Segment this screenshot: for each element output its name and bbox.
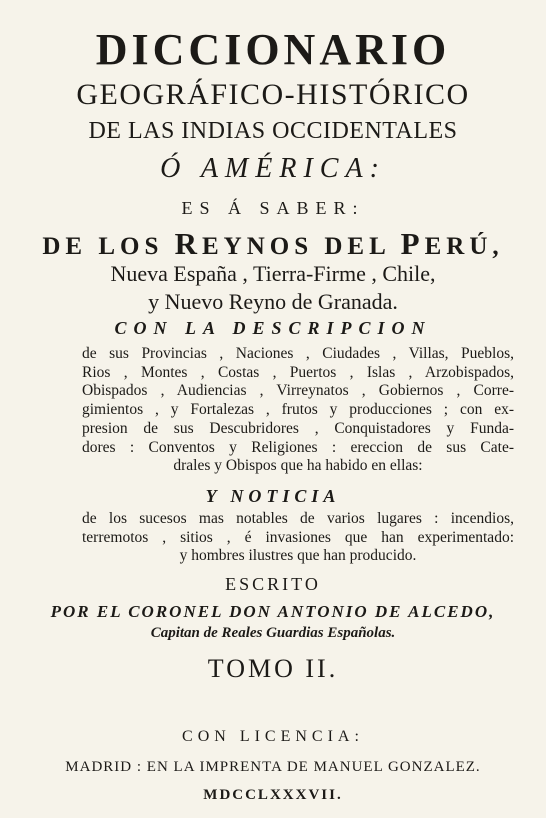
reynos-initial: R: [174, 226, 202, 261]
description-line: gimientos , y Fortalezas , frutos y producciones ; con ex-: [82, 401, 514, 419]
noticia-line: y hombres ilustres que han producido.: [179, 547, 417, 565]
licencia-line: CON LICENCIA:: [182, 728, 364, 745]
es-a-saber-line: ES Á SABER:: [181, 198, 365, 218]
reynos-prefix: DE LOS: [42, 233, 175, 260]
description-paragraph: [82, 345, 514, 476]
title-line-america: Ó AMÉRICA:: [160, 153, 386, 184]
description-line: drales y Obispos que ha habido en ellas:: [173, 457, 423, 475]
author-line: POR EL CORONEL DON ANTONIO DE ALCEDO,: [50, 602, 496, 621]
author-title-line: Capitan de Reales Guardias Españolas.: [150, 625, 396, 641]
noticia-paragraph: [82, 510, 514, 566]
noticia-heading: Y NOTICIA: [205, 486, 341, 506]
escrito-line: ESCRITO: [225, 574, 321, 594]
nuevo-reyno-line: y Nuevo Reyno de Granada.: [148, 289, 398, 314]
title-line-geografico: GEOGRÁFICO-HISTÓRICO: [76, 78, 470, 111]
peru-rest: ERÚ,: [424, 233, 504, 260]
description-line: de sus Provincias , Naciones , Ciudades , Villas, Pueblos,: [82, 345, 514, 362]
noticia-line: terremotos , sitios , é invasiones que han experimentado:: [82, 528, 514, 546]
nueva-espana-line: Nueva España , Tierra-Firme , Chile,: [110, 261, 436, 286]
noticia-line: de los sucesos mas notables de varios lugares : incendios,: [82, 510, 514, 527]
description-line: Obispados , Audiencias , Virreynatos , Gobiernos , Corre-: [82, 382, 514, 400]
title-line-indias: DE LAS INDIAS OCCIDENTALES: [88, 118, 458, 144]
description-line: dores : Conventos y Religiones : ereccion de sus Cate-: [82, 438, 514, 456]
con-descripcion-heading: CON LA DESCRIPCION: [114, 318, 432, 338]
description-line: presion de sus Descubridores , Conquistadores y Funda-: [82, 419, 514, 437]
title-line-diccionario: DICCIONARIO: [95, 25, 451, 74]
volume-line: TOMO II.: [207, 654, 339, 683]
reynos-rest: EYNOS DEL: [202, 233, 401, 260]
imprint-line: MADRID : EN LA IMPRENTA DE MANUEL GONZALEZ.: [65, 759, 481, 775]
year-line: MDCCLXXXVII.: [203, 787, 343, 803]
description-line: Rios , Montes , Costas , Puertos , Islas , Arzobispados,: [82, 363, 514, 381]
peru-initial: P: [400, 226, 425, 261]
reynos-line: [0, 226, 546, 262]
